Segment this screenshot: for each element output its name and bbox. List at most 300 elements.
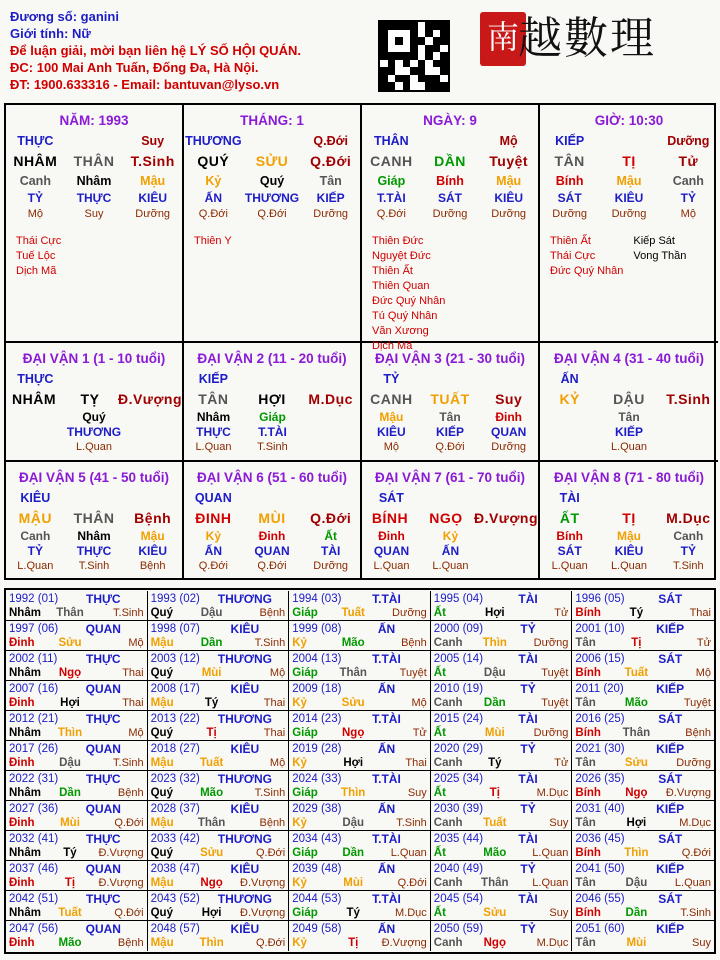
year-header <box>572 921 714 935</box>
hidden-stem: Quý <box>82 409 106 424</box>
hidden-stage: L.Quan <box>373 559 410 572</box>
year-branch: Ngọ <box>200 876 223 889</box>
stars-list <box>184 234 360 249</box>
year-cell <box>6 681 148 711</box>
hidden-god: QUAN <box>373 543 410 558</box>
year-branch: Thìn <box>341 786 366 799</box>
year-god: KIẾP <box>656 801 685 816</box>
year-stage: M.Dục <box>536 786 569 799</box>
heavenly-stem: NHÂM <box>11 391 56 407</box>
year-god: T.TÀI <box>372 651 401 666</box>
year-label: 2032 (41) <box>9 832 59 845</box>
year-stage: Dưỡng <box>392 606 427 619</box>
luck-god: KIẾP <box>198 372 228 386</box>
hidden-god: SÁT <box>557 190 582 205</box>
year-stem: Canh <box>433 756 463 769</box>
year-god: ẤN <box>377 741 396 756</box>
year-pillar <box>148 815 289 830</box>
year-label: 1995 (04) <box>433 592 484 605</box>
year-cell <box>289 621 431 651</box>
year-pillar <box>289 845 430 860</box>
luck-god-row <box>6 488 182 508</box>
year-cell <box>289 861 431 891</box>
year-god: TÀI <box>518 591 538 606</box>
luck-period-cell <box>6 343 184 462</box>
year-stage: Tuyệt <box>541 666 569 679</box>
year-branch: Dậu <box>625 876 648 889</box>
year-stage: Tuyệt <box>541 696 569 709</box>
year-label: 2022 (31) <box>9 772 59 785</box>
year-god: THỰC <box>85 591 121 606</box>
hidden-gods-row <box>6 543 182 558</box>
year-pillar <box>6 635 147 650</box>
hidden-stem: Tân <box>618 409 640 424</box>
year-god: THƯƠNG <box>217 711 272 726</box>
year-cell <box>6 861 148 891</box>
hidden-stem: Nhâm <box>77 528 111 543</box>
year-branch: Thân <box>622 726 651 739</box>
year-label: 2021 (30) <box>575 742 625 755</box>
year-stage: Mộ <box>411 696 427 709</box>
hidden-block <box>64 409 124 454</box>
year-stem: Canh <box>433 816 463 829</box>
hidden-god: TỶ <box>680 543 696 558</box>
year-header <box>431 591 572 605</box>
heavenly-stem: TÂN <box>198 391 229 407</box>
year-god: ẤN <box>377 621 396 636</box>
year-god: THƯƠNG <box>217 771 272 786</box>
star-item: Thái Cực <box>550 250 596 262</box>
year-cell <box>572 591 714 621</box>
year-cell <box>6 801 148 831</box>
year-cell <box>148 681 290 711</box>
hidden-stages-row <box>6 558 182 573</box>
year-header <box>6 621 147 635</box>
year-stem: Mậu <box>150 756 174 769</box>
year-header <box>572 771 714 785</box>
year-stem: Ất <box>433 786 446 799</box>
year-branch: Sửu <box>58 636 82 649</box>
luck-god-row <box>362 488 538 508</box>
year-pillar <box>148 635 289 650</box>
year-stage: Q.Đới <box>681 846 711 859</box>
year-god: THỰC <box>85 771 121 786</box>
year-cell <box>431 861 573 891</box>
year-god: THỰC <box>85 711 121 726</box>
year-stem: Giáp <box>292 666 318 679</box>
year-stem: Canh <box>433 936 463 949</box>
luck-stage: M.Dục <box>308 391 353 407</box>
hidden-stems-row <box>184 528 360 543</box>
year-pillar <box>148 845 289 860</box>
hidden-god: KIẾP <box>614 424 643 439</box>
year-god: KIẾP <box>656 921 685 936</box>
heavenly-stem: ẤT <box>559 510 580 526</box>
year-cell <box>572 681 714 711</box>
hidden-stage: Q.Đới <box>257 559 287 572</box>
year-branch: Thân <box>197 816 226 829</box>
year-branch: Ngọ <box>342 726 365 739</box>
year-stem: Bính <box>575 726 601 739</box>
hidden-stem: Canh <box>673 528 704 543</box>
year-stage: L.Quan <box>390 846 427 859</box>
hidden-stage: L.Quan <box>432 559 469 572</box>
year-cell <box>572 921 714 951</box>
luck-god: TỶ <box>383 372 400 386</box>
year-label: 2016 (25) <box>575 712 625 725</box>
year-header <box>148 591 289 605</box>
year-header <box>289 741 430 755</box>
luck-god-row <box>184 488 360 508</box>
pillar-title: NĂM: 1993 <box>59 113 129 128</box>
year-label: 2000 (09) <box>433 622 484 635</box>
year-label: 1999 (08) <box>292 622 342 635</box>
year-header <box>431 681 572 695</box>
year-header <box>148 711 289 725</box>
hidden-god: KIÊU <box>377 424 406 439</box>
year-branch: Hợi <box>201 906 222 919</box>
year-stem: Tân <box>575 756 596 769</box>
heavenly-stem: CANH <box>370 153 413 169</box>
hidden-god: QUAN <box>254 543 290 558</box>
year-branch: Hợi <box>626 816 647 829</box>
year-pillar <box>572 695 714 710</box>
hidden-stage: L.Quan <box>551 559 588 572</box>
hidden-stage: Q.Đới <box>435 440 465 453</box>
luck-god: ẤN <box>560 372 579 386</box>
luck-god-row <box>540 488 718 508</box>
year-cell <box>6 771 148 801</box>
pillar-title: THÁNG: 1 <box>240 113 304 128</box>
year-god: THƯƠNG <box>217 891 272 906</box>
year-branch: Hợi <box>484 606 505 619</box>
pillar-stage: T.Sinh <box>130 153 175 169</box>
year-stage: Bệnh <box>117 936 144 949</box>
hidden-stage: L.Quan <box>17 559 54 572</box>
year-god: KIẾP <box>656 861 685 876</box>
pillar-cell <box>362 105 540 352</box>
year-god: THƯƠNG <box>217 831 272 846</box>
hidden-stem: Kỷ <box>205 528 221 543</box>
year-cell <box>289 831 431 861</box>
hidden-stems-row <box>540 171 718 191</box>
year-cell <box>289 891 431 921</box>
hidden-stems-row <box>6 528 182 543</box>
year-branch: Sửu <box>483 906 507 919</box>
hidden-stem: Đinh <box>378 528 405 543</box>
year-stem: Bính <box>575 786 601 799</box>
star-item: Thiên Y <box>194 235 232 247</box>
year-pillar <box>6 815 147 830</box>
year-stage: Dưỡng <box>676 756 711 769</box>
year-god: THỰC <box>85 831 121 846</box>
year-cell <box>289 741 431 771</box>
year-label: 2025 (34) <box>433 772 484 785</box>
year-branch: Thân <box>339 666 367 679</box>
year-stage: Bệnh <box>259 606 286 619</box>
year-stem: Đinh <box>9 816 35 829</box>
year-stem: Ất <box>433 606 446 619</box>
year-header <box>289 651 430 665</box>
year-stem: Bính <box>575 666 601 679</box>
hidden-god: KIÊU <box>138 543 168 558</box>
year-stage: T.Sinh <box>396 816 427 829</box>
year-header <box>289 681 430 695</box>
year-stem: Đinh <box>9 756 35 769</box>
year-pillar <box>6 845 147 860</box>
year-stage: Suy <box>549 906 569 919</box>
year-pillar <box>289 605 430 620</box>
hidden-stages-row <box>599 439 660 454</box>
year-branch: Sửu <box>200 846 224 859</box>
year-branch: Thìn <box>624 846 649 859</box>
year-cell <box>148 591 290 621</box>
hidden-block <box>184 409 302 454</box>
hidden-stage: Q.Đới <box>376 207 406 220</box>
year-branch: Thân <box>481 876 509 889</box>
hidden-god: ẤN <box>204 543 222 558</box>
year-branch: Mão <box>58 936 82 949</box>
address: ĐC: 100 Mai Anh Tuấn, Đống Đa, Hà Nội. <box>10 60 259 75</box>
luck-stem-branch-row <box>184 508 360 528</box>
year-cell <box>148 711 290 741</box>
hidden-god: TÀI <box>321 543 341 558</box>
hidden-stem: Mậu <box>496 174 522 188</box>
year-stem: Tân <box>575 936 596 949</box>
year-stem: Bính <box>575 846 601 859</box>
year-cell <box>148 831 290 861</box>
hidden-stage: L.Quan <box>610 440 648 453</box>
year-header <box>148 921 289 935</box>
hidden-stages-row <box>362 207 538 220</box>
year-branch: Tý <box>204 696 219 709</box>
year-god: KIÊU <box>230 621 260 636</box>
year-stage: Mộ <box>128 636 144 649</box>
year-pillar <box>6 605 147 620</box>
year-stem: Đinh <box>9 876 35 889</box>
hidden-gods-row <box>184 191 360 204</box>
year-pillar <box>572 605 714 620</box>
year-pillar <box>148 695 289 710</box>
luck-period-cell <box>540 462 718 578</box>
year-branch: Dần <box>625 906 648 919</box>
brand-logo <box>478 10 718 68</box>
hidden-stage: Mộ <box>680 207 696 220</box>
hidden-block <box>540 528 718 573</box>
year-stem: Mậu <box>150 876 174 889</box>
heavenly-stem: MẬU <box>18 510 53 526</box>
year-pillar <box>289 725 430 740</box>
year-pillar <box>6 875 147 890</box>
year-stem: Nhâm <box>9 786 41 799</box>
pillar-god-row <box>540 131 718 151</box>
year-stage: Tử <box>554 606 569 619</box>
hidden-gods-row <box>6 191 182 204</box>
year-branch: Tuất <box>624 666 649 679</box>
year-pillar <box>572 815 714 830</box>
year-cell <box>6 741 148 771</box>
year-stage: Đ.Vượng <box>381 936 427 949</box>
year-god: KIÊU <box>230 741 260 756</box>
year-pillar <box>6 905 147 920</box>
pillar-stem-branch-row <box>540 151 718 171</box>
hidden-stages-row <box>64 439 124 454</box>
luck-god: SÁT <box>378 491 404 505</box>
year-header <box>572 861 714 875</box>
year-header <box>431 921 572 935</box>
luck-period-cell <box>362 462 540 578</box>
year-cell <box>431 741 573 771</box>
year-god: QUAN <box>85 681 121 696</box>
year-cell <box>6 891 148 921</box>
year-cell <box>289 711 431 741</box>
star-item: Thiên Đức <box>372 235 424 247</box>
year-god: TỶ <box>520 621 536 636</box>
year-stage: Bệnh <box>117 786 144 799</box>
year-stage: Dưỡng <box>533 636 569 649</box>
year-pillar <box>572 725 714 740</box>
year-cell <box>572 831 714 861</box>
star-item: Thái Cực <box>16 235 62 247</box>
pillar-cell <box>6 105 184 343</box>
year-header <box>6 801 147 815</box>
year-branch: Dậu <box>342 816 365 829</box>
star-item: Thiên Ất <box>550 235 591 247</box>
heavenly-stem: BÍNH <box>371 510 409 526</box>
luck-stem-branch-row <box>184 389 360 409</box>
hidden-stem: Đinh <box>258 528 286 543</box>
hidden-stem: Kỷ <box>205 174 222 188</box>
hidden-gods-row <box>540 191 718 204</box>
year-stem: Nhâm <box>9 726 41 739</box>
year-pillar <box>148 875 289 890</box>
hidden-stem: Mậu <box>140 174 166 188</box>
year-pillar <box>289 665 430 680</box>
year-branch: Dậu <box>59 756 81 769</box>
year-label: 2023 (32) <box>150 772 200 785</box>
year-god: THỰC <box>85 651 121 666</box>
year-pillar <box>431 845 572 860</box>
year-branch: Dần <box>200 636 223 649</box>
year-stem: Bính <box>575 906 601 919</box>
year-header <box>289 891 430 905</box>
year-stem: Mậu <box>150 636 174 649</box>
year-god: ẤN <box>377 801 396 816</box>
hidden-stages-row <box>362 439 538 454</box>
luck-stage: Đ.Vượng <box>473 510 539 526</box>
hidden-block <box>599 409 660 454</box>
year-cell <box>289 801 431 831</box>
year-label: 2013 (22) <box>150 712 200 725</box>
year-god: QUAN <box>85 621 121 636</box>
hidden-god: SÁT <box>438 190 462 205</box>
year-cell <box>431 621 573 651</box>
year-god: TỶ <box>520 681 536 696</box>
year-stage: L.Quan <box>532 846 569 859</box>
year-header <box>572 681 714 695</box>
hidden-god: THƯƠNG <box>66 424 122 439</box>
year-header <box>289 861 430 875</box>
year-stage: M.Dục <box>395 906 427 919</box>
hidden-god: THƯƠNG <box>244 190 300 205</box>
year-header <box>431 741 572 755</box>
star-item: Văn Xương <box>372 325 429 337</box>
year-pillar <box>6 785 147 800</box>
year-label: 2002 (11) <box>9 652 58 665</box>
hidden-stages-row <box>540 558 718 573</box>
year-god: QUAN <box>85 741 121 756</box>
year-stem: Canh <box>433 636 463 649</box>
year-label: 1993 (02) <box>150 592 200 605</box>
year-header <box>572 801 714 815</box>
yearly-grid <box>4 588 716 954</box>
year-stage: Suy <box>549 816 569 829</box>
year-pillar <box>572 875 714 890</box>
pillar-god-row <box>362 131 538 151</box>
earthly-branch: TỴ <box>80 391 100 407</box>
luck-god: KIÊU <box>20 491 51 505</box>
year-branch: Tuất <box>483 816 507 829</box>
year-stage: M.Dục <box>679 816 711 829</box>
year-stage: M.Dục <box>536 936 569 949</box>
luck-period-title: ĐẠI VẬN 6 (51 - 60 tuổi) <box>196 470 348 485</box>
year-pillar <box>431 725 572 740</box>
star-item: Nguyệt Đức <box>372 250 431 262</box>
earthly-branch: TỊ <box>622 153 636 169</box>
year-stage: Mộ <box>269 756 286 769</box>
year-cell <box>6 921 148 951</box>
year-stage: Thai <box>263 726 286 739</box>
luck-god: QUAN <box>194 491 232 505</box>
hidden-stage: Q.Đới <box>198 207 228 220</box>
year-header <box>572 651 714 665</box>
stars-list <box>6 234 182 279</box>
star-item: Tuế Lộc <box>16 250 56 262</box>
hidden-god: KIÊU <box>138 190 168 205</box>
year-god: TÀI <box>518 771 538 786</box>
owner-name: Đương số: ganini <box>10 9 119 24</box>
hidden-stems-row <box>362 528 480 543</box>
year-stage: Đ.Vượng <box>98 876 144 889</box>
year-label: 2051 (60) <box>575 922 625 935</box>
year-label: 2045 (54) <box>433 892 484 905</box>
hidden-stage: L.Quan <box>610 559 648 572</box>
year-branch: Dần <box>342 846 365 859</box>
hidden-block <box>362 528 480 573</box>
year-cell <box>6 831 148 861</box>
luck-stage: Bệnh <box>134 510 172 526</box>
year-branch: Hợi <box>60 696 80 709</box>
year-cell <box>6 651 148 681</box>
year-god: KIẾP <box>656 621 685 636</box>
year-branch: Mão <box>483 846 507 859</box>
year-label: 2017 (26) <box>9 742 59 755</box>
pillar-god-row <box>6 131 182 151</box>
year-label: 2031 (40) <box>575 802 625 815</box>
year-branch: Thìn <box>57 726 83 739</box>
hidden-stems-row <box>540 528 718 543</box>
year-header <box>289 621 430 635</box>
year-branch: Ngọ <box>58 666 82 679</box>
year-stage: Bệnh <box>685 726 711 739</box>
hidden-gods-row <box>184 424 302 439</box>
year-header <box>6 831 147 845</box>
star-item: Thiên Ất <box>372 265 413 277</box>
header-info <box>10 8 301 93</box>
year-label: 2015 (24) <box>433 712 484 725</box>
year-stem: Mậu <box>150 816 174 829</box>
year-label: 2005 (14) <box>433 652 484 665</box>
